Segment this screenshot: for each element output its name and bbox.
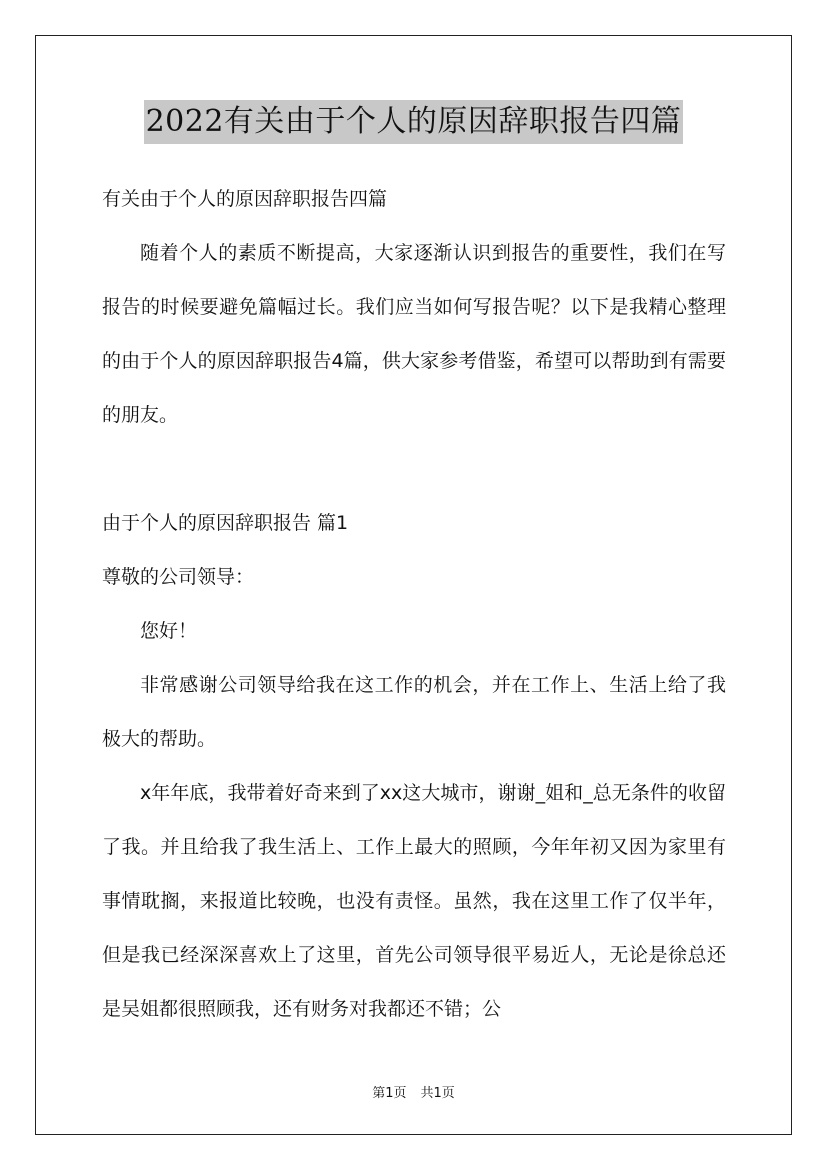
document-title: 2022有关由于个人的原因辞职报告四篇 bbox=[144, 100, 684, 144]
paragraph-spacer bbox=[102, 442, 726, 496]
intro-paragraph: 随着个人的素质不断提高，大家逐渐认识到报告的重要性，我们在写报告的时候要避免篇幅过长。我们应当如何写报告呢？以下是我精心整理的由于个人的原因辞职报告4篇，供大家参考借鉴，希望可以帮助到有需要的朋友。 bbox=[102, 242, 726, 426]
document-subtitle: 有关由于个人的原因辞职报告四篇 bbox=[102, 188, 388, 210]
salutation: 尊敬的公司领导： bbox=[102, 566, 255, 588]
section-heading: 由于个人的原因辞职报告 篇1 bbox=[102, 512, 349, 534]
page-footer bbox=[0, 1082, 827, 1101]
document-body bbox=[102, 172, 726, 1036]
greeting: 您好！ bbox=[140, 620, 198, 642]
page-number: 第1页 bbox=[372, 1086, 407, 1101]
body-paragraph-2: x年年底，我带着好奇来到了xx这大城市，谢谢_姐和_总无条件的收留了我。并且给我了我生活上、工作上最大的照顾，今年年初又因为家里有事情耽搁，来报道比较晚，也没有责怪。虽然，我在这里工作了仅半年，但是我已经深深喜欢上了这里，首先公司领导很平易近人，无论是徐总还是吴姐都很照顾我，还有财务对我都还不错；公 bbox=[102, 782, 726, 1020]
page-total: 共1页 bbox=[420, 1086, 455, 1101]
title-container bbox=[0, 100, 827, 144]
body-paragraph-1: 非常感谢公司领导给我在这工作的机会，并在工作上、生活上给了我极大的帮助。 bbox=[102, 674, 726, 750]
